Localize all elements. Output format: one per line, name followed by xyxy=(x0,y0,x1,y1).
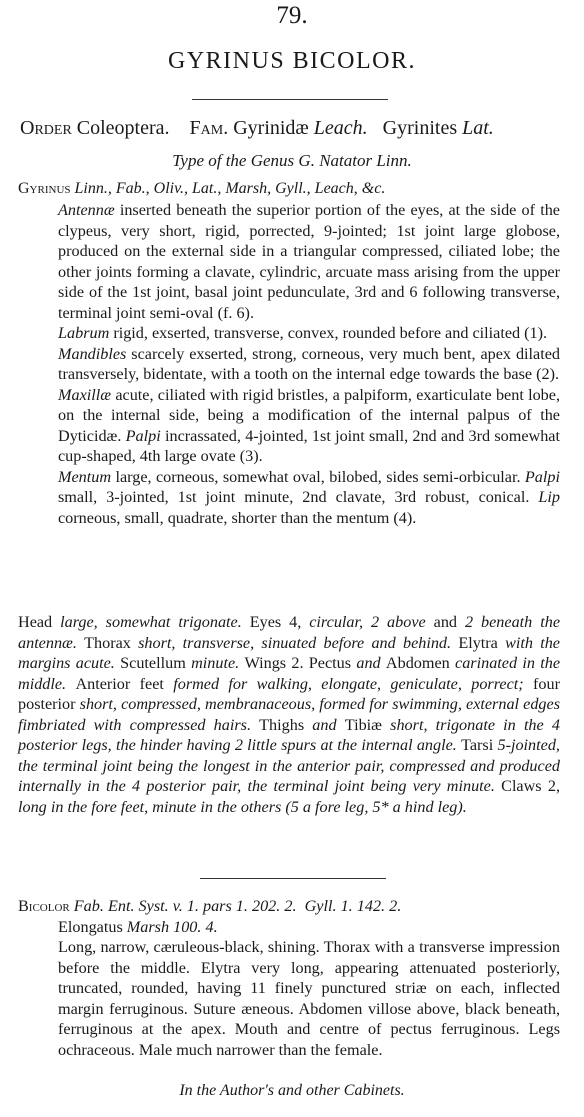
species-reference-gyll: Gyll. 1. 142. 2. xyxy=(304,897,402,915)
family-name: Gyrinidæ xyxy=(233,117,309,139)
head-description-segment: minute. xyxy=(185,654,245,672)
cabinets-note: In the Author's and other Cabinets. xyxy=(179,1082,405,1099)
head-description-segment: Thighs xyxy=(259,715,305,734)
species-reference-fab: Fab. Ent. Syst. v. 1. pars 1. 202. 2. xyxy=(73,897,297,915)
head-description-segment: Eyes 4, xyxy=(249,613,302,631)
genus-authorities: Linn., Fab., Oliv., Lat., Marsh, Gyll., Leach, &c. xyxy=(74,180,386,197)
species-name: Bicolor xyxy=(18,897,70,915)
head-description-segment: short, trigonate in the 4 posterior legs, the hinder having 2 little spurs at the internal angle. xyxy=(18,715,560,754)
head-description-segment: Wings 2. Pectus xyxy=(244,654,352,672)
species-synonym: Elongatus Marsh 100. 4. xyxy=(58,917,218,936)
head-description-segment: short, transverse, sinuated before and behind. xyxy=(130,633,459,652)
head-description-paragraph xyxy=(18,612,560,817)
head-description-segment: large, somewhat trigonate. xyxy=(52,613,250,631)
order-label: Order xyxy=(20,117,72,139)
head-description-segment: Head xyxy=(18,613,53,631)
head-description-segment: Elytra xyxy=(458,633,498,652)
species-description: Long, narrow, cæruleous-black, shining. Thorax with a transverse impression before the middle. Elytra very long, appearing attenuated posteriorly, truncated, rounded, having 11 finely punctured striæ on each, inflected margin ferruginous. Suture æneous. Abdomen villose above, black beneath, ferruginous at the apex. Mouth and centre of pectus ferruginous. Legs ochraceous. Male much narrower than the female. xyxy=(58,938,560,1059)
head-description-segment: Abdomen xyxy=(385,654,450,672)
head-description-segment: long in the fore feet, minute in the others xyxy=(18,797,286,816)
page-number: 79. xyxy=(276,2,308,29)
section-divider xyxy=(200,878,386,879)
order-name: Coleoptera. xyxy=(76,117,170,139)
character-maxillae: Maxillæ acute, ciliated with rigid bristles, a palpiform, exarticulate bent lobe, on the internal side, being a modification of the internal palpus of the Dyticidæ. Palpi incrassated, 4-jointed, 1st joint small, 2nd and 3rd somewhat cup-shaped, 4th large ovate (3). xyxy=(58,385,560,465)
character-mandibles: Mandibles scarcely exserted, strong, corneous, very much bent, apex dilated transversely, bidentate, with a tooth on the internal edge towards the base (2). xyxy=(58,344,560,383)
family-author: Leach. xyxy=(313,117,368,139)
head-description-segment: Scutellum xyxy=(120,654,186,672)
head-description-segment: Thorax xyxy=(84,633,131,652)
generic-characters xyxy=(58,200,560,528)
head-description-segment: formed for walking, elongate, geniculate, porrect; xyxy=(163,674,534,693)
head-description-segment: Anterior feet xyxy=(75,674,164,693)
head-description-segment: carinated in the middle. xyxy=(18,654,560,693)
group-name: Gyrinites xyxy=(382,117,458,139)
head-description-segment: 5-jointed, the terminal joint being the longest in the anterior pair, compressed and produced internally in the 4 posterior pair, the terminal joint being very minute. xyxy=(18,736,560,795)
type-of-genus-line: Type of the Genus G. Natator Linn. xyxy=(172,151,412,170)
group-author: Lat. xyxy=(462,117,494,139)
head-description-segment: four posterior xyxy=(18,674,560,713)
genus-name: Gyrinus xyxy=(18,180,71,197)
genus-line xyxy=(18,180,580,198)
page-title: GYRINUS BICOLOR. xyxy=(167,48,416,74)
head-description-segment: Tibiæ xyxy=(344,715,382,734)
species-references xyxy=(18,896,560,917)
character-antennae: Antennæ inserted beneath the superior portion of the eyes, at the side of the clypeus, very short, rigid, porrected, 9-jointed; 1st joint large globose, produced on the external side in a triangular compressed, ciliated lobe; the other joints forming a clavate, cylindric, arcuate mass arising from the upper side of the 1st joint, basal joint pedunculate, 3rd and 6 following transverse, terminal joint semi-oval (f. 6). xyxy=(58,201,560,322)
head-description xyxy=(18,612,560,817)
title-divider xyxy=(192,99,388,100)
species-entry xyxy=(18,896,560,1060)
head-description-segment: and xyxy=(351,654,386,672)
head-description-segment: and xyxy=(433,613,458,631)
character-labrum: Labrum rigid, exserted, transverse, convex, rounded before and ciliated (1). xyxy=(58,324,548,342)
family-label: Fam. xyxy=(189,117,229,139)
head-description-segment: short, compressed, membranaceous, formed for swimming, external edges fimbriated with compressed hairs. xyxy=(18,695,560,734)
head-description-segment: with the margins acute. xyxy=(18,633,560,672)
head-description-segment: Tarsi xyxy=(461,736,494,754)
character-mentum: Mentum large, corneous, somewhat oval, bilobed, sides semi-orbicular. Palpi small, 3-jointed, 1st joint minute, 2nd clavate, 3rd robust, conical. Lip corneous, small, quadrate, shorter than the mentum (4). xyxy=(58,467,561,527)
head-description-segment: (5 a fore leg, 5* a hind leg). xyxy=(285,797,467,816)
head-description-segment: Claws 2, xyxy=(501,777,560,795)
head-description-segment: and xyxy=(304,715,345,734)
head-description-segment: 2 beneath the antennæ. xyxy=(18,613,560,652)
head-description-segment: circular, 2 above xyxy=(301,613,434,631)
classification-line xyxy=(20,117,580,140)
